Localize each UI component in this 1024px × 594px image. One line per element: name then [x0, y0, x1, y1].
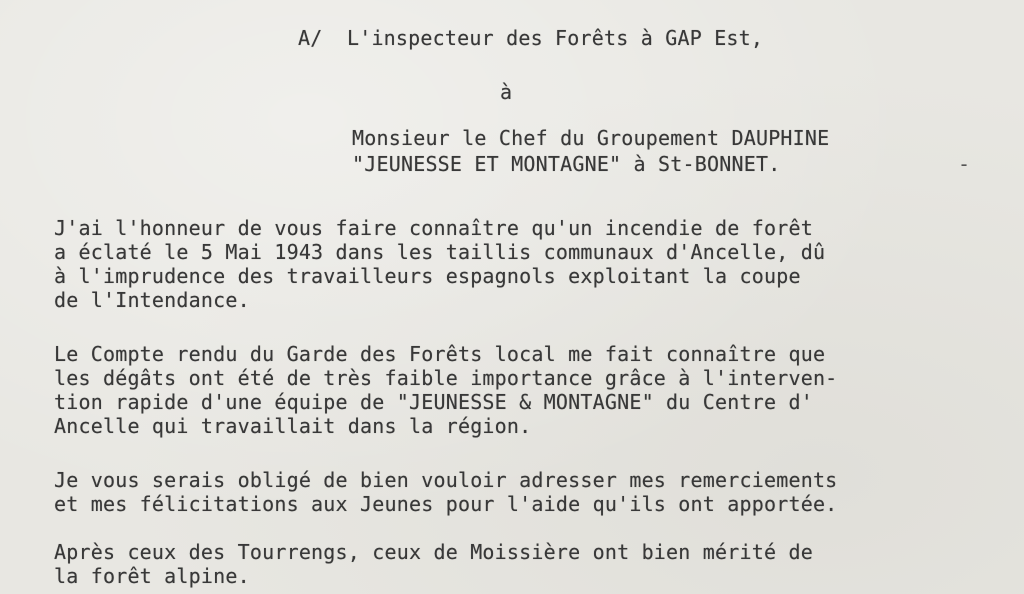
paragraph-line: et mes félicitations aux Jeunes pour l'aide qu'ils ont apportée.: [54, 492, 838, 516]
paragraph-line: J'ai l'honneur de vous faire connaître qu'un incendie de forêt: [54, 216, 813, 240]
letter-sender-line: A/ L'inspecteur des Forêts à GAP Est,: [298, 26, 764, 50]
recipient-trailing-dash: -: [958, 152, 971, 176]
paragraph-line: de l'Intendance.: [54, 288, 250, 312]
paragraph-line: Après ceux des Tourrengs, ceux de Moissière ont bien mérité de: [54, 540, 813, 564]
letter-recipient-line-2: "JEUNESSE ET MONTAGNE" à St-BONNET.: [352, 152, 781, 176]
letter-recipient-line-1: Monsieur le Chef du Groupement DAUPHINE: [352, 126, 830, 150]
paragraph-line: Ancelle qui travaillait dans la région.: [54, 414, 532, 438]
paragraph-line: à l'imprudence des travailleurs espagnols exploitant la coupe: [54, 264, 801, 288]
paragraph-line: la forêt alpine.: [54, 564, 250, 588]
letter-addressee-preposition: à: [500, 80, 513, 104]
paragraph-line: Le Compte rendu du Garde des Forêts local me fait connaître que: [54, 342, 826, 366]
paragraph-line: tion rapide d'une équipe de "JEUNESSE & MONTAGNE" du Centre d': [54, 390, 813, 414]
paragraph-line: les dégâts ont été de très faible importance grâce à l'interven-: [54, 366, 838, 390]
paragraph-line: a éclaté le 5 Mai 1943 dans les taillis communaux d'Ancelle, dû: [54, 240, 826, 264]
paragraph-line: Je vous serais obligé de bien vouloir adresser mes remerciements: [54, 468, 838, 492]
